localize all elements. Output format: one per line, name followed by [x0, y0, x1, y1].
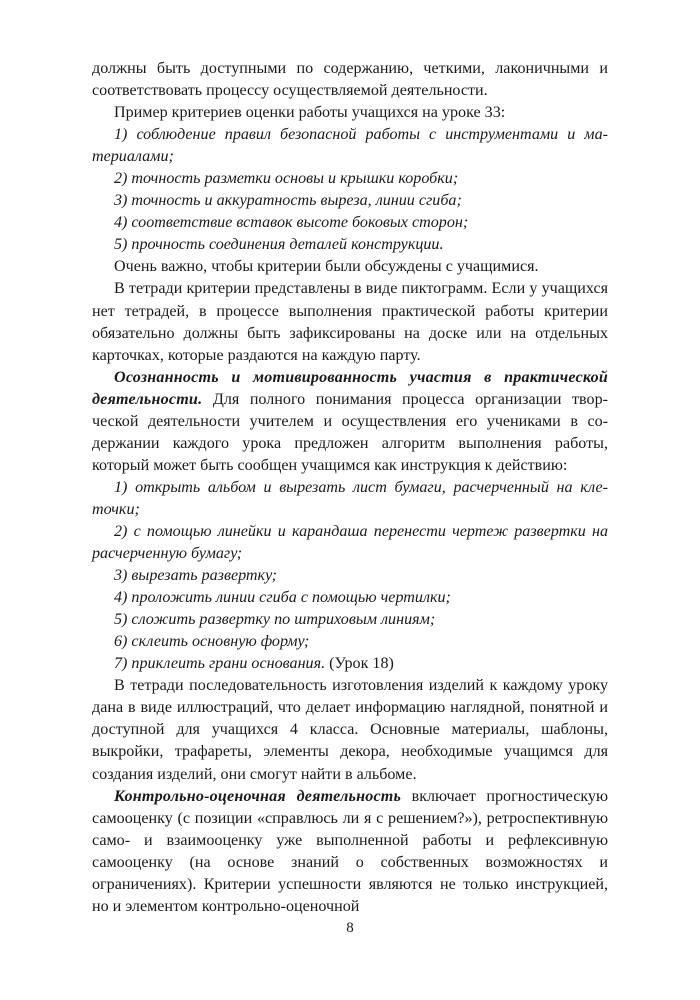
list-item-algorithm-4: 4) проложить линии сгиба с помощью чертилки; [114, 589, 451, 607]
list-item-criteria-3: 3) точность и аккуратность выреза, линии сгиба; [114, 192, 462, 210]
paragraph-pictograms: В тетради критерии представлены в виде пиктограмм. Если у учащихся нет тетрадей, в процессе выполнения практической работы критерии обязательно должны быть зафиксированы на доске или на отдельных карточках, которые раздаются на каждую парту. [92, 280, 608, 364]
list-item-algorithm-7 [92, 653, 608, 675]
list-item-criteria-1: 1) соблюдение правил безопасной работы с инструментами и материалами; [92, 126, 608, 166]
list-item-algorithm-1: 1) открыть альбом и вырезать лист бумаги, расчерченный на клеточки; [92, 478, 608, 518]
run-in-heading-awareness: Осознанность и мотивированность участия в практической деятельности. [92, 368, 608, 408]
page-number: 8 [346, 920, 354, 936]
list-item-criteria-5: 5) прочность соединения деталей конструкции. [114, 236, 444, 254]
paragraph-criteria-example-lead: Пример критериев оценки работы учащихся на уроке 33: [114, 104, 506, 122]
paragraph-assessment-body: включает прогностическую самооценку (с позиции «справлюсь ли я с решением?»), ретроспективную само- и взаимооценку уже выполненной работы и рефлексивную самооценку (на основе знаний о собственных возможностях и ограничениях). Критерии успешности являются не только инструкцией, но и элементом контрольно-оценочной [92, 787, 608, 915]
list-item-algorithm-5: 5) сложить развертку по штриховым линиям; [114, 611, 436, 629]
paragraph-assessment-activity [92, 786, 608, 918]
lesson-reference: (Урок 18) [325, 655, 394, 673]
list-item-algorithm-3: 3) вырезать развертку; [114, 567, 277, 585]
paragraph-awareness-body: Для полного понимания процесса организации творческой деятельности учителем и осуществления его учениками в содержании каждого урока предложен алгоритм выполнения работы, который может быть сообщен учащимся как инструкция к действию: [92, 390, 608, 474]
list-item-algorithm-6: 6) склеить основную форму; [114, 633, 310, 651]
paragraph-intro-continuation: должны быть доступными по содержанию, четкими, лаконичными и соответствовать процессу осуществляемой деятельности. [92, 60, 608, 100]
list-item-criteria-2: 2) точность разметки основы и крышки коробки; [114, 170, 459, 188]
paragraph-awareness-motivation [92, 367, 608, 477]
paragraph-discuss-criteria: Очень важно, чтобы критерии были обсуждены с учащимися. [114, 258, 539, 276]
page-text-body [92, 58, 608, 918]
paragraph-workbook-illustrations: В тетради последовательность изготовления изделий к каждому уроку дана в виде иллюстраций, что делает информацию наглядной, понятной и доступной для учащихся 4 класса. Основные материалы, шаблоны, выкройки, трафареты, элементы декора, необходимые учащимся для создания изделий, они смогут найти в альбоме. [92, 677, 608, 783]
list-item-criteria-4: 4) соответствие вставок высоте боковых сторон; [114, 214, 469, 232]
list-item-algorithm-7-text: 7) приклеить грани основания. [114, 655, 326, 673]
run-in-heading-assessment: Контрольно-оценочная деятельность [114, 787, 402, 805]
list-item-algorithm-2: 2) с помощью линейки и карандаша перенести чертеж развертки на расчерченную бумагу; [92, 522, 608, 563]
